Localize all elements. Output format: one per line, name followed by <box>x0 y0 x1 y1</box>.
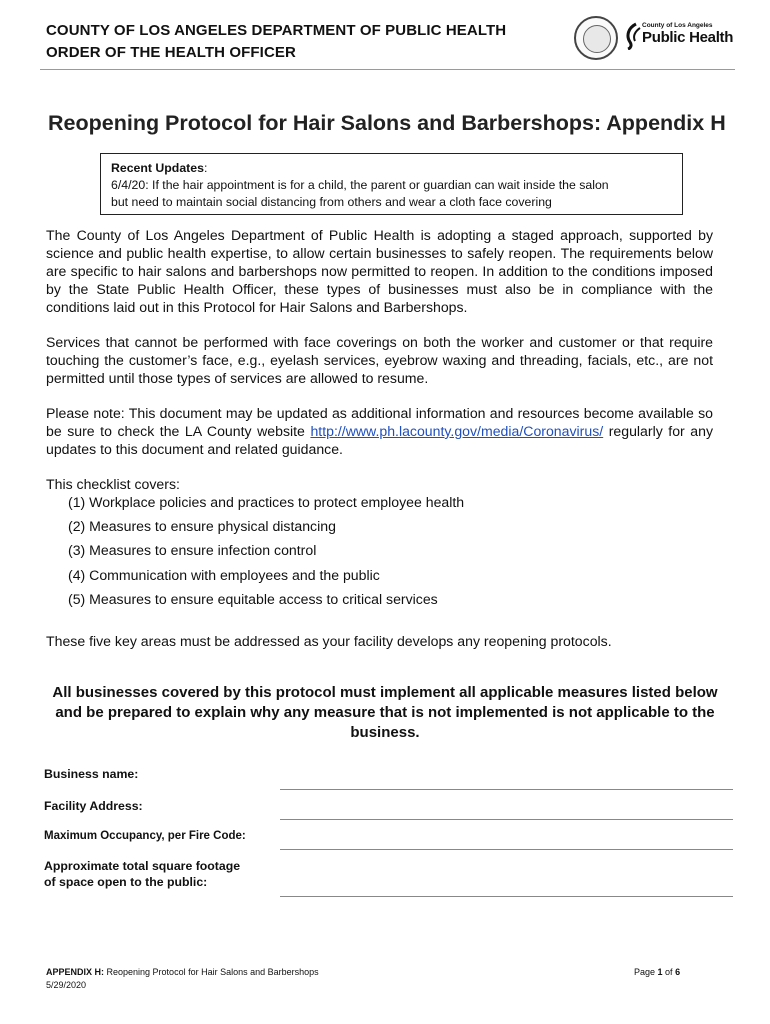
header-line-1: COUNTY OF LOS ANGELES DEPARTMENT OF PUBLIC HEALTH <box>46 22 507 39</box>
coronavirus-link[interactable]: http://www.ph.lacounty.gov/media/Coronavirus/ <box>310 423 604 439</box>
compliance-callout: All businesses covered by this protocol must implement all applicable measures listed below and be prepared to explain why any measure that is not implemented is not applicable to the business. <box>52 684 718 741</box>
footer-appendix: APPENDIX H: Reopening Protocol for Hair Salons and Barbershops <box>46 967 319 977</box>
updates-heading: Recent Updates <box>111 161 204 175</box>
business-name-field[interactable] <box>280 789 733 790</box>
updates-line-1: 6/4/20: If the hair appointment is for a child, the parent or guardian can wait inside the salon <box>111 178 609 192</box>
square-footage-label: Approximate total square footage of space open to the public: <box>44 859 241 889</box>
header-line-2: ORDER OF THE HEALTH OFFICER <box>46 44 296 61</box>
services-paragraph: Services that cannot be performed with face coverings on both the worker and customer or that require touching the customer’s face, e.g., eyelash services, eyebrow waxing and threading, facials, etc., are not permitted until those types of services are allowed to resume. <box>46 334 713 386</box>
note-paragraph: Please note: This document may be updated as additional information and resources become available so be sure to check the LA County website http://www.ph.lacounty.gov/media/Coronavirus/ regularly for any updates to this document and related guidance. <box>46 405 713 457</box>
max-occupancy-field[interactable] <box>280 849 733 850</box>
intro-paragraph: The County of Los Angeles Department of Public Health is adopting a staged approach, supported by science and public health expertise, to allow certain businesses to safely reopen. The requirements below are specific to hair salons and barbershops now permitted to reopen. In addition to the conditions imposed by the State Public Health Officer, these types of businesses must also be in compliance with the conditions laid out in this Protocol for Hair Salons and Barbershops. <box>46 227 713 315</box>
checklist-intro: This checklist covers: <box>46 476 180 492</box>
footer-date: 5/29/2020 <box>46 980 87 990</box>
business-name-label: Business name: <box>44 767 139 781</box>
facility-address-field[interactable] <box>280 819 733 820</box>
facility-address-label: Facility Address: <box>44 799 143 813</box>
page-number: Page 1 of 6 <box>634 967 681 977</box>
logo-small-text: County of Los Angeles <box>642 22 713 29</box>
list-item: (2) Measures to ensure physical distancing <box>68 518 336 534</box>
logo-big-text: Public Health <box>642 29 734 46</box>
page-title: Reopening Protocol for Hair Salons and Barbershops: Appendix H <box>48 111 726 135</box>
list-item: (3) Measures to ensure infection control <box>68 542 317 558</box>
recent-updates-box: Recent Updates: 6/4/20: If the hair appointment is for a child, the parent or guardian can wait inside the salon but need to maintain social distancing from others and wear a cloth face covering <box>100 153 683 215</box>
closing-paragraph: These five key areas must be addressed as your facility develops any reopening protocols. <box>46 633 612 649</box>
updates-line-2: but need to maintain social distancing from others and wear a cloth face covering <box>111 195 552 209</box>
public-health-mark-icon <box>622 22 642 50</box>
list-item: (4) Communication with employees and the public <box>68 567 380 583</box>
list-item: (1) Workplace policies and practices to protect employee health <box>68 494 465 510</box>
county-seal-icon <box>574 16 618 60</box>
square-footage-field[interactable] <box>280 896 733 897</box>
max-occupancy-label: Maximum Occupancy, per Fire Code: <box>44 830 246 842</box>
list-item: (5) Measures to ensure equitable access to critical services <box>68 591 438 607</box>
header-divider <box>40 69 735 70</box>
